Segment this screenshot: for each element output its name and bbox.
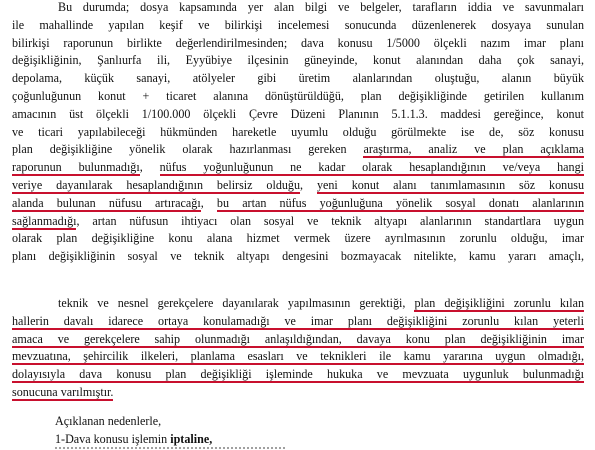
- underlined-phrase: mevzuatına, şehircilik ilkeleri, planlama esasları ve teknikleri ile kamu yararına uygun olmadığı,: [12, 349, 584, 364]
- text-line: [12, 331, 584, 349]
- text-line: [12, 366, 584, 384]
- text-line: ve ticari yapılabileceği hükmünden hareketle uyumlu olduğu görülmekte ise de, söz konusu: [12, 124, 584, 139]
- underlined-phrase: plan değişikliğini zorunlu kılan: [414, 296, 584, 310]
- underlined-phrase: alanda bulunan nüfusu artıracağı: [12, 195, 201, 210]
- underlined-phrase: yeni konut alanı tanımlamasının söz konusu: [316, 177, 584, 192]
- underlined-phrase: raporunun bulunmadığı: [12, 160, 140, 175]
- verdict-line: 1-Dava konusu işlemin iptaline,: [55, 431, 213, 446]
- text-line: [12, 384, 584, 402]
- text-line: raporunun bulunmadığı, nüfus yoğunluğunun ne kadar olarak hesaplandığının ve/veya hangi: [12, 160, 585, 175]
- text-line: [12, 348, 584, 366]
- paragraph-2: [12, 295, 584, 402]
- closing-line: Açıklanan nedenlerle,: [55, 414, 162, 428]
- text-line: Bu durumda; dosya kapsamında yer alan bilgi ve belgeler, tarafların iddia ve savunmaları: [58, 0, 584, 14]
- underlined-phrase: amaca ve gerekçelere sahip olunmadığı anlaşıldığından, davaya konu plan değişikliğinin imar: [12, 331, 584, 346]
- text-line: planı değişikliğinin sosyal ve teknik altyapı dengesini bozmayacak nitelikte, kamu yararı amaçlı,: [12, 249, 584, 264]
- underlined-phrase: sonucuna varılmıştır.: [12, 384, 114, 399]
- underlined-phrase: araştırma, analiz ve plan açıklama: [363, 142, 584, 157]
- text-line: sağlanmadığı, artan nüfusun ihtiyacı olan sosyal ve teknik altyapı alanlarının standartlara uygun: [12, 213, 584, 228]
- underlined-phrase: sağlanmadığı: [12, 213, 77, 228]
- paragraph-1: [12, 0, 584, 266]
- underlined-phrase: veriye dayanılarak hesaplandığının belirsiz olduğu: [12, 177, 301, 192]
- text-line: [12, 313, 584, 331]
- underlined-phrase: hallerin davalı idarece ortaya konulamadığı ve imar planı değişikliğini zorunlu kılan yeterli: [12, 313, 584, 328]
- text-line: veriye dayanılarak hesaplandığının belirsiz olduğu, yeni konut alanı tanımlamasının söz konusu: [12, 177, 584, 192]
- text-line: depolama, küçük sanayi, atölyeler gibi üretim alanlarından oluştuğu, alanın büyük: [12, 71, 584, 86]
- text-line: ile mahallinde yapılan keşif ve bilirkişi incelemesi sonucunda düzenlenerek dosyaya sunulan: [12, 17, 584, 32]
- closing-section: [55, 413, 212, 449]
- underlined-phrase: nüfus yoğunluğunun ne kadar olarak hesaplandığının ve/veya hangi: [159, 160, 585, 175]
- text-line: alanda bulunan nüfusu artıracağı, bu artan nüfus yoğunluğuna yönelik sosyal donatı alanlarının: [12, 195, 585, 210]
- underlined-phrase: bu artan nüfus yoğunluğuna yönelik sosyal donatı alanlarının: [216, 195, 585, 210]
- text-line: plan değişikliğine yönelik olarak hazırlanması gereken araştırma, analiz ve plan açıklama: [12, 142, 584, 157]
- text-line: amacının üst ölçekli 1/100.000 ölçekli Çevre Düzeni Planının 5.1.1.3. maddesi gereğince, konut: [12, 106, 584, 121]
- underlined-phrase: dolayısıyla dava konusu plan değişikliği işleminde hukuka ve mevzuata uygunluk bulunmadığı: [12, 367, 584, 382]
- text-line: değişikliğinin, Şanlıurfa ili, Eyyübiye ilçesinin güneyinde, konut alanından daha çok sanayi,: [12, 53, 584, 68]
- verdict-keyword: iptaline,: [170, 431, 213, 446]
- text-line: bilirkişi raporunun birlikte değerlendirilmesinden; dava konusu 1/5000 ölçekli nazım imar planı: [12, 35, 584, 50]
- text-line: teknik ve nesnel gerekçelere dayanılarak yapılmasının gerektiği, plan değişikliğini zorunlu kılan: [58, 296, 584, 310]
- text-line: olarak plan değişikliğine konu alana hizmet vermek üzere ayrılmasının zorunlu olduğu, imar: [12, 231, 584, 246]
- text-line: çoğunluğunun konut + ticaret alanına dönüştürüldüğü, plan değişikliğinde getirilen kullanım: [12, 88, 584, 103]
